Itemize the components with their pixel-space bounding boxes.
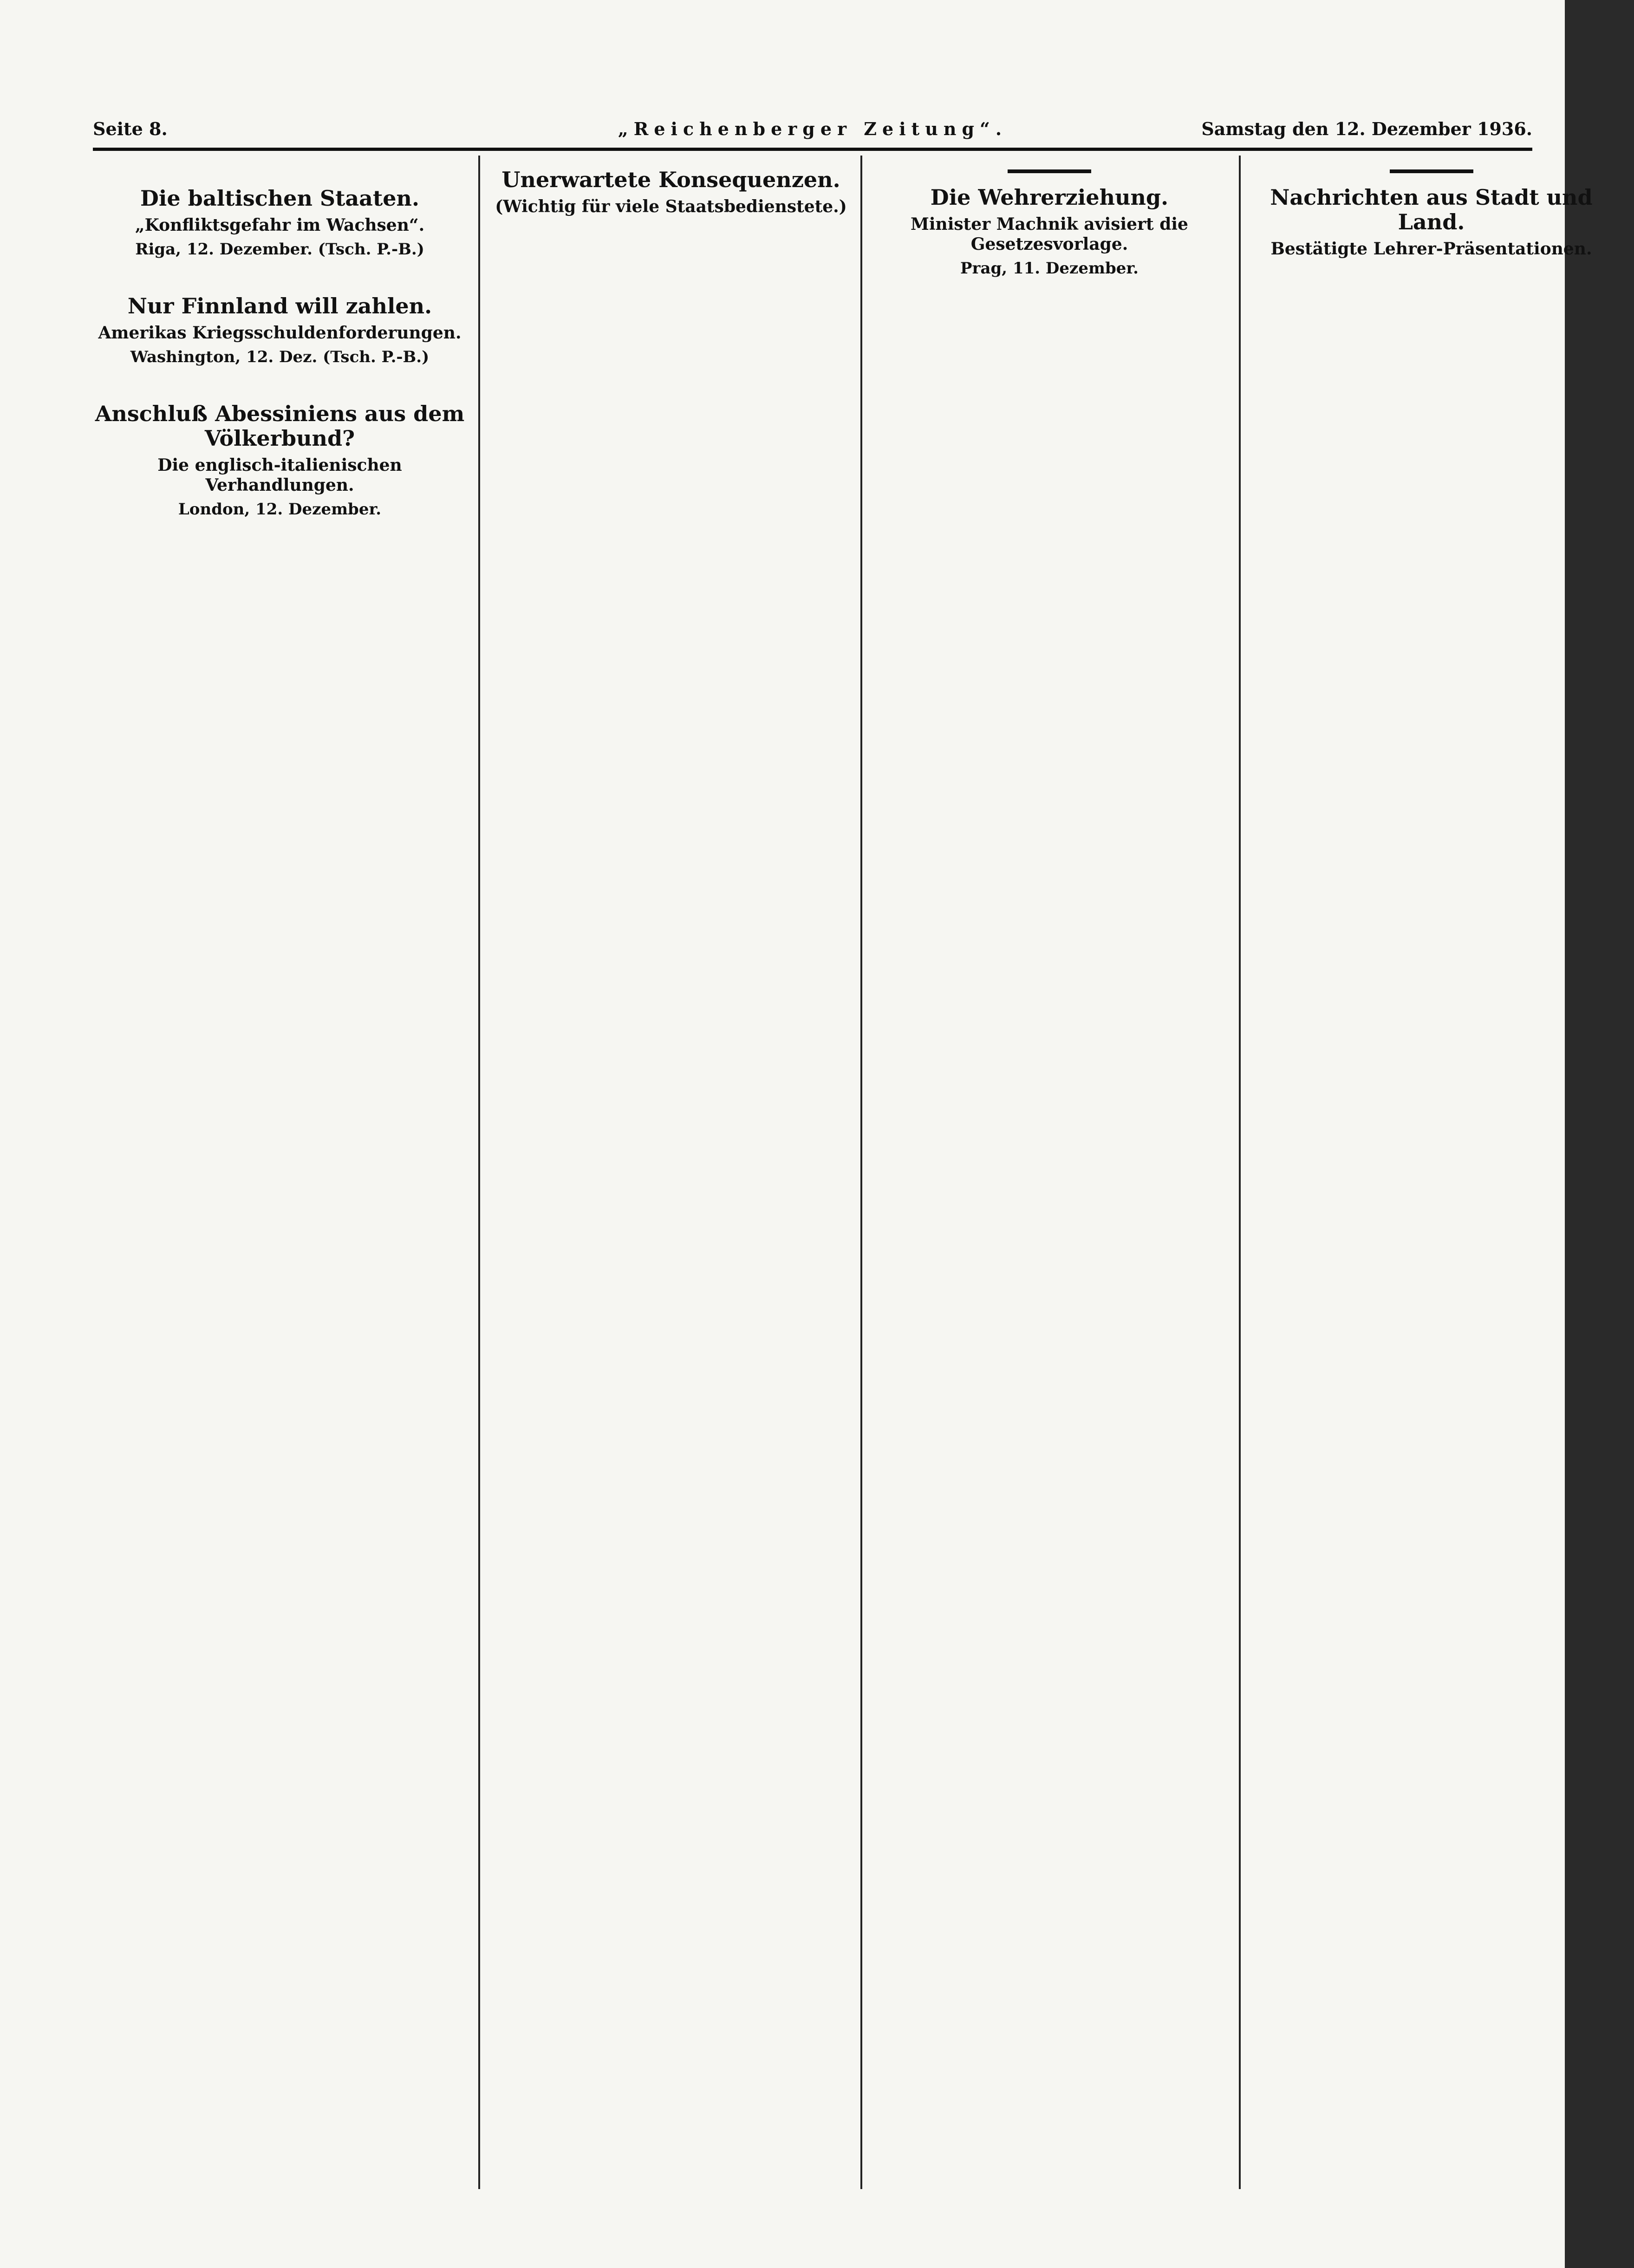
article-body [490,221,852,240]
article-continued [93,156,467,174]
article-headline: Unerwartete Konsequenzen. [501,167,840,192]
column-rule [1239,156,1241,2189]
article-subtitle: (Wichtig für viele Staatsbedienstete.) [495,196,847,216]
section-divider [1390,169,1473,173]
article-body [93,263,467,282]
article-body [93,371,467,390]
section-divider [1008,169,1091,173]
article-baltic-states [93,186,467,282]
article-subtitle: Minister Machnik avisiert die Gesetzesvorlage. [911,214,1188,254]
article-body [1249,264,1614,282]
article-headline: Die baltischen Staaten. [140,186,419,211]
column-3 [871,156,1228,2245]
article-subtitle: Die englisch-italienischen Verhandlungen. [157,455,402,495]
article-local-news [1249,185,1614,282]
column-1 [93,156,467,2245]
article-consequences [490,168,852,240]
article-abyssinia [93,402,467,542]
article-headline: Die Wehrerziehung. [930,185,1169,210]
page-number: Seite 8. [93,118,168,139]
article-dateline: Riga, 12. Dezember. (Tsch. P.-B.) [135,240,424,259]
header-rule [93,148,1532,151]
section-headline: Nachrichten aus Stadt und Land. [1270,185,1593,234]
page-header [93,118,1532,151]
newspaper-title: „Reichenberger Zeitung“. [618,118,1008,139]
article-body [93,156,467,174]
column-2 [490,156,852,2245]
article-subtitle: Bestätigte Lehrer-Präsentationen. [1270,239,1592,259]
article-headline: Anschluß Abessiniens aus dem Völkerbund? [95,401,465,451]
article-headline: Nur Finnland will zahlen. [127,293,432,319]
issue-date: Samstag den 12. Dezember 1936. [1201,118,1532,139]
article-body [93,523,467,542]
column-4 [1249,156,1614,2245]
article-military-education [871,185,1228,301]
article-subtitle: „Konfliktsgefahr im Wachsen“. [135,215,425,235]
article-finland [93,294,467,390]
column-rule [860,156,862,2189]
article-body [871,282,1228,301]
article-dateline: Washington, 12. Dez. (Tsch. P.-B.) [130,348,430,367]
article-dateline: Prag, 11. Dezember. [960,259,1139,278]
article-subtitle: Amerikas Kriegsschuldenforderungen. [98,323,462,343]
article-dateline: London, 12. Dezember. [178,500,382,519]
column-rule [478,156,480,2189]
